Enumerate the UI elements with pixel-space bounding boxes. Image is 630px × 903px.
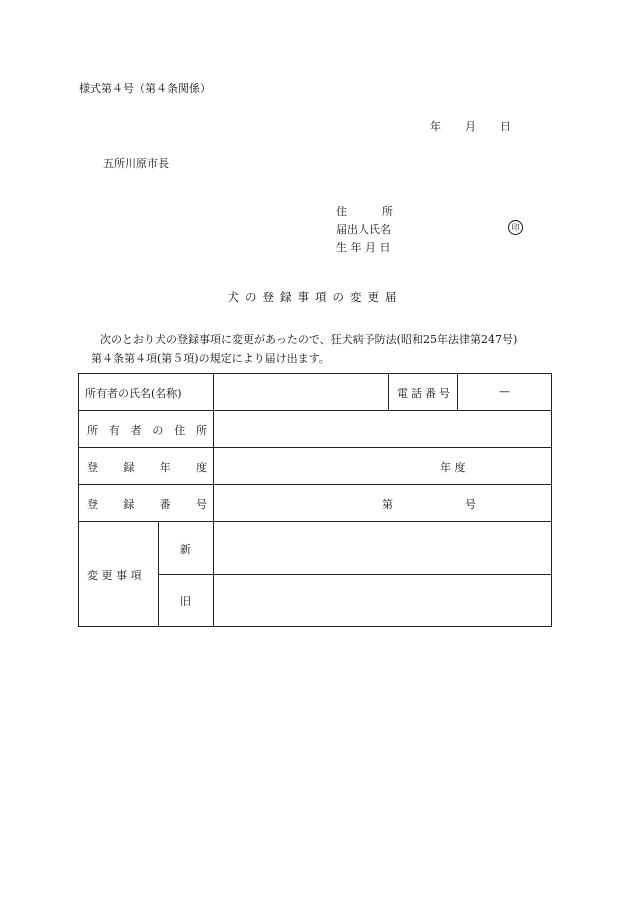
- owner-name-label: 所有者の氏名(名称): [85, 387, 182, 400]
- new-value-field[interactable]: [214, 522, 551, 574]
- document-title: 犬の登録事項の変更届: [227, 290, 403, 304]
- label-char: 所: [195, 424, 207, 437]
- address-label-2: 所: [382, 205, 393, 218]
- address-label-1: 住: [336, 205, 347, 218]
- column-divider: [388, 374, 389, 410]
- registration-change-table: [78, 373, 552, 627]
- changes-label: 変 更 事 項: [87, 569, 142, 582]
- label-char: 録: [123, 498, 135, 511]
- old-value-field[interactable]: [214, 575, 551, 626]
- owner-address-label: [87, 422, 207, 438]
- date-day-label: 日: [500, 120, 511, 133]
- label-char: 年: [159, 461, 171, 474]
- label-char: 住: [174, 424, 186, 437]
- form-code: 様式第４号（第４条関係）: [79, 82, 211, 95]
- seal-mark: 印: [508, 220, 523, 235]
- registration-year-field[interactable]: 年 度: [440, 461, 466, 474]
- row-divider: [79, 484, 551, 485]
- phone-field[interactable]: —: [499, 385, 510, 398]
- row-divider: [79, 447, 551, 448]
- label-char: 者: [130, 424, 142, 437]
- owner-address-field[interactable]: [214, 411, 551, 447]
- registration-year-label: [87, 459, 207, 475]
- date-year-label: 年: [430, 120, 441, 133]
- applicant-name-label: 届出人氏名: [336, 223, 391, 236]
- label-char: 番: [159, 498, 171, 511]
- recipient: 五所川原市長: [103, 157, 169, 170]
- date-row: [0, 118, 630, 134]
- label-char: 度: [195, 461, 207, 474]
- registration-number-label: [87, 496, 207, 512]
- label-char: 所: [87, 424, 98, 437]
- body-text-line-2: 第４条第４項(第５項)の規定により届け出ます。: [91, 352, 330, 365]
- date-month-label: 月: [465, 120, 476, 133]
- label-char: 号: [195, 498, 207, 511]
- old-label: 旧: [180, 595, 191, 608]
- label-char: の: [152, 424, 164, 437]
- label-char: 登: [87, 461, 98, 474]
- label-char: 録: [123, 461, 135, 474]
- registration-number-prefix: 第: [382, 498, 393, 511]
- label-char: 登: [87, 498, 98, 511]
- phone-label: 電話番号: [397, 387, 453, 400]
- birthdate-label: 生 年 月 日: [336, 241, 391, 254]
- owner-name-field[interactable]: [214, 375, 388, 410]
- column-divider: [158, 521, 159, 626]
- registration-number-suffix: 号: [465, 498, 476, 511]
- new-label: 新: [180, 543, 191, 556]
- body-text-line-1: 次のとおり犬の登録事項に変更があったので、狂犬病予防法(昭和25年法律第247号): [100, 333, 518, 346]
- label-char: 有: [108, 424, 120, 437]
